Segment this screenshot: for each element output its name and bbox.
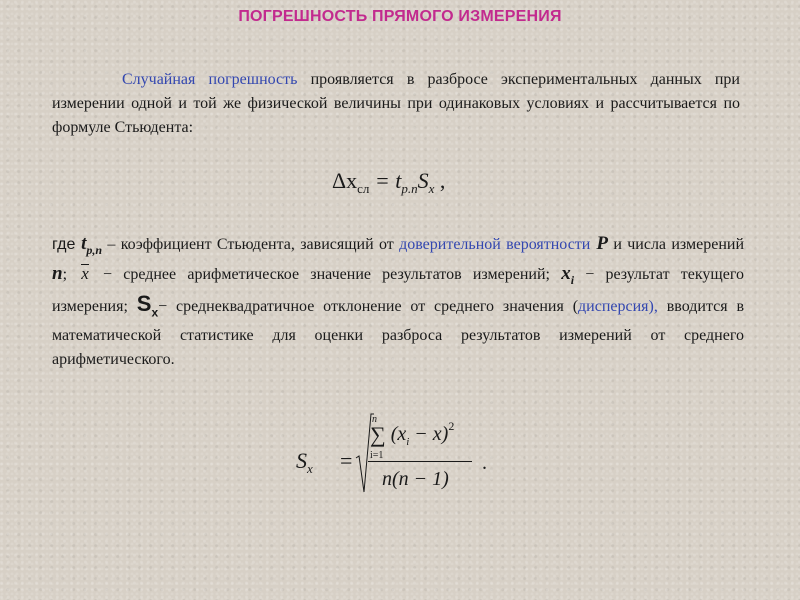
sx-variable: $S_x$ [136, 290, 159, 319]
fraction-bar [368, 461, 472, 462]
random-error-term: Случайная погрешность [122, 71, 298, 88]
sub-x: x [428, 181, 435, 196]
formula2-numerator: n ∑ i=1 $(x_i - x)^2$ [370, 414, 455, 461]
xi-variable: $x_i$ [561, 262, 575, 287]
sigma-symbol: ∑ [370, 422, 386, 447]
t-variable: $t_{p,n}$ [81, 233, 103, 257]
n-variable: n [52, 262, 63, 284]
student-formula [332, 168, 482, 204]
page-title: ПОГРЕШНОСТЬ ПРЯМОГО ИЗМЕРЕНИЯ [238, 8, 562, 25]
delta-x: Δx [332, 168, 358, 193]
p-variable: P [590, 233, 609, 254]
confidence-probability-link[interactable]: доверительной вероятности [399, 236, 591, 253]
end-description: вводится в математической статистике для оценки разброса результатов измерений от среднего арифметического. [52, 297, 744, 368]
formula-comma: , [434, 168, 446, 193]
formula2-lhs: $S_x$ [296, 448, 313, 476]
intro-paragraph [52, 68, 740, 140]
definitions-paragraph [52, 232, 744, 372]
dispersion-link[interactable]: дисперсия), [578, 297, 658, 315]
sub-sl: сл [357, 181, 370, 196]
formula2-denominator: n(n − 1) [382, 468, 449, 490]
formula2-dot: . [482, 452, 487, 474]
count-text: и числа измерений [608, 236, 745, 253]
t-description: – коэффициент Стьюдента, зависящий от [102, 236, 400, 253]
current-description: − результат текущего измерения; [52, 265, 745, 315]
mean-description: − среднее арифметическое значение результатов измерений; [91, 265, 562, 283]
s-var: S [417, 168, 429, 193]
intro-text: проявляется в разбросе экспериментальных данных при измерении одной и той же физической величины при одинаковых условиях и рассчитывается по формуле Стьюдента: [52, 71, 740, 136]
sub-pn: p.n [401, 181, 418, 196]
semicolon: ; [62, 265, 68, 283]
sx-description: − среднеквадратичное отклонение от среднего значения ( [158, 297, 579, 315]
xbar-variable: x [81, 262, 89, 286]
formula2-equals: = [340, 448, 353, 473]
std-deviation-formula [296, 412, 516, 502]
eq-t: = t [369, 168, 402, 193]
where-word: где [52, 236, 82, 253]
